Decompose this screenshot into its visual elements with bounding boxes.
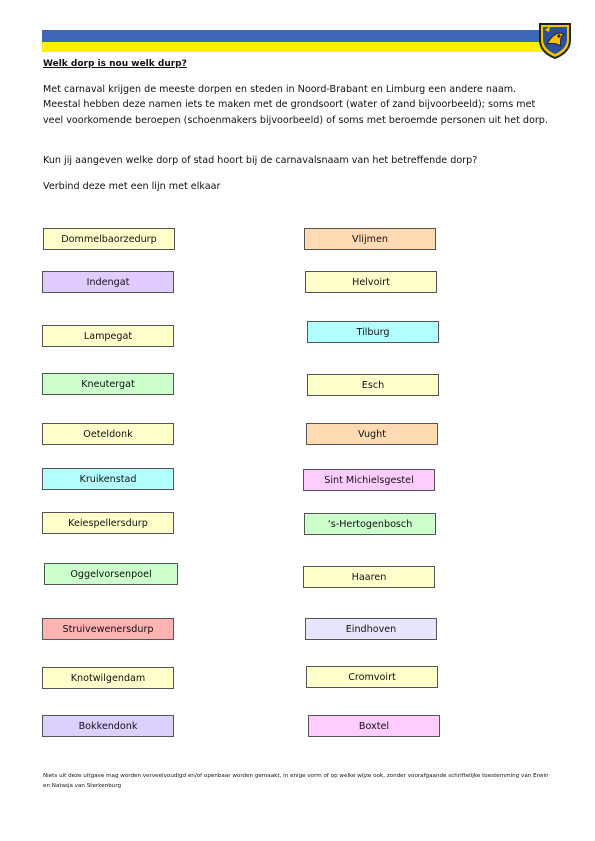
right-item[interactable]: Boxtel bbox=[308, 715, 440, 737]
carnival-shield-logo-icon bbox=[537, 20, 573, 60]
right-item[interactable]: ‘s-Hertogenbosch bbox=[304, 513, 436, 535]
left-item[interactable]: Dommelbaorzedurp bbox=[43, 228, 175, 250]
instruction-paragraph: Verbind deze met een lijn met elkaar bbox=[43, 181, 221, 192]
left-item[interactable]: Oggelvorsenpoel bbox=[44, 563, 178, 585]
left-item[interactable]: Kneutergat bbox=[42, 373, 174, 395]
left-item[interactable]: Struivewenersdurp bbox=[42, 618, 174, 640]
intro-paragraph: Met carnaval krijgen de meeste dorpen en steden in Noord-Brabant en Limburg een andere naam. Meestal hebben deze namen iets te maken met de grondsoort (water of zand bijvoorbeeld); soms met veel voorkomende beroepen (schoenmakers bijvoorbeeld) of soms met beroemde personen uit het dorp. bbox=[43, 84, 548, 126]
right-item[interactable]: Tilburg bbox=[307, 321, 439, 343]
right-item[interactable]: Haaren bbox=[303, 566, 435, 588]
left-item[interactable]: Lampegat bbox=[42, 325, 174, 347]
left-item[interactable]: Keiespellersdurp bbox=[42, 512, 174, 534]
right-item[interactable]: Helvoirt bbox=[305, 271, 437, 293]
left-item[interactable]: Oeteldonk bbox=[42, 423, 174, 445]
right-item[interactable]: Eindhoven bbox=[305, 618, 437, 640]
right-item[interactable]: Sint Michielsgestel bbox=[303, 469, 435, 491]
left-item[interactable]: Kruikenstad bbox=[42, 468, 174, 490]
question-paragraph: Kun jij aangeven welke dorp of stad hoort bij de carnavalsnaam van het betreffende dorp? bbox=[43, 155, 478, 166]
page-title: Welk dorp is nou welk durp? bbox=[43, 59, 187, 69]
right-item[interactable]: Vlijmen bbox=[304, 228, 436, 250]
right-item[interactable]: Esch bbox=[307, 374, 439, 396]
copyright-footer: Niets uit deze uitgave mag worden verveelvoudigd en/of openbaar worden gemaakt, in enige vorm of op welke wijze ook, zonder voorafgaande schriftelijke toestemming van Erwin en Natasja van Sterkenburg bbox=[43, 773, 549, 789]
right-item[interactable]: Cromvoirt bbox=[306, 666, 438, 688]
header-bar-blue bbox=[42, 30, 546, 42]
left-item[interactable]: Knotwilgendam bbox=[42, 667, 174, 689]
right-item[interactable]: Vught bbox=[306, 423, 438, 445]
left-item[interactable]: Bokkendonk bbox=[42, 715, 174, 737]
header-bar-yellow bbox=[42, 42, 546, 52]
left-item[interactable]: Indengat bbox=[42, 271, 174, 293]
